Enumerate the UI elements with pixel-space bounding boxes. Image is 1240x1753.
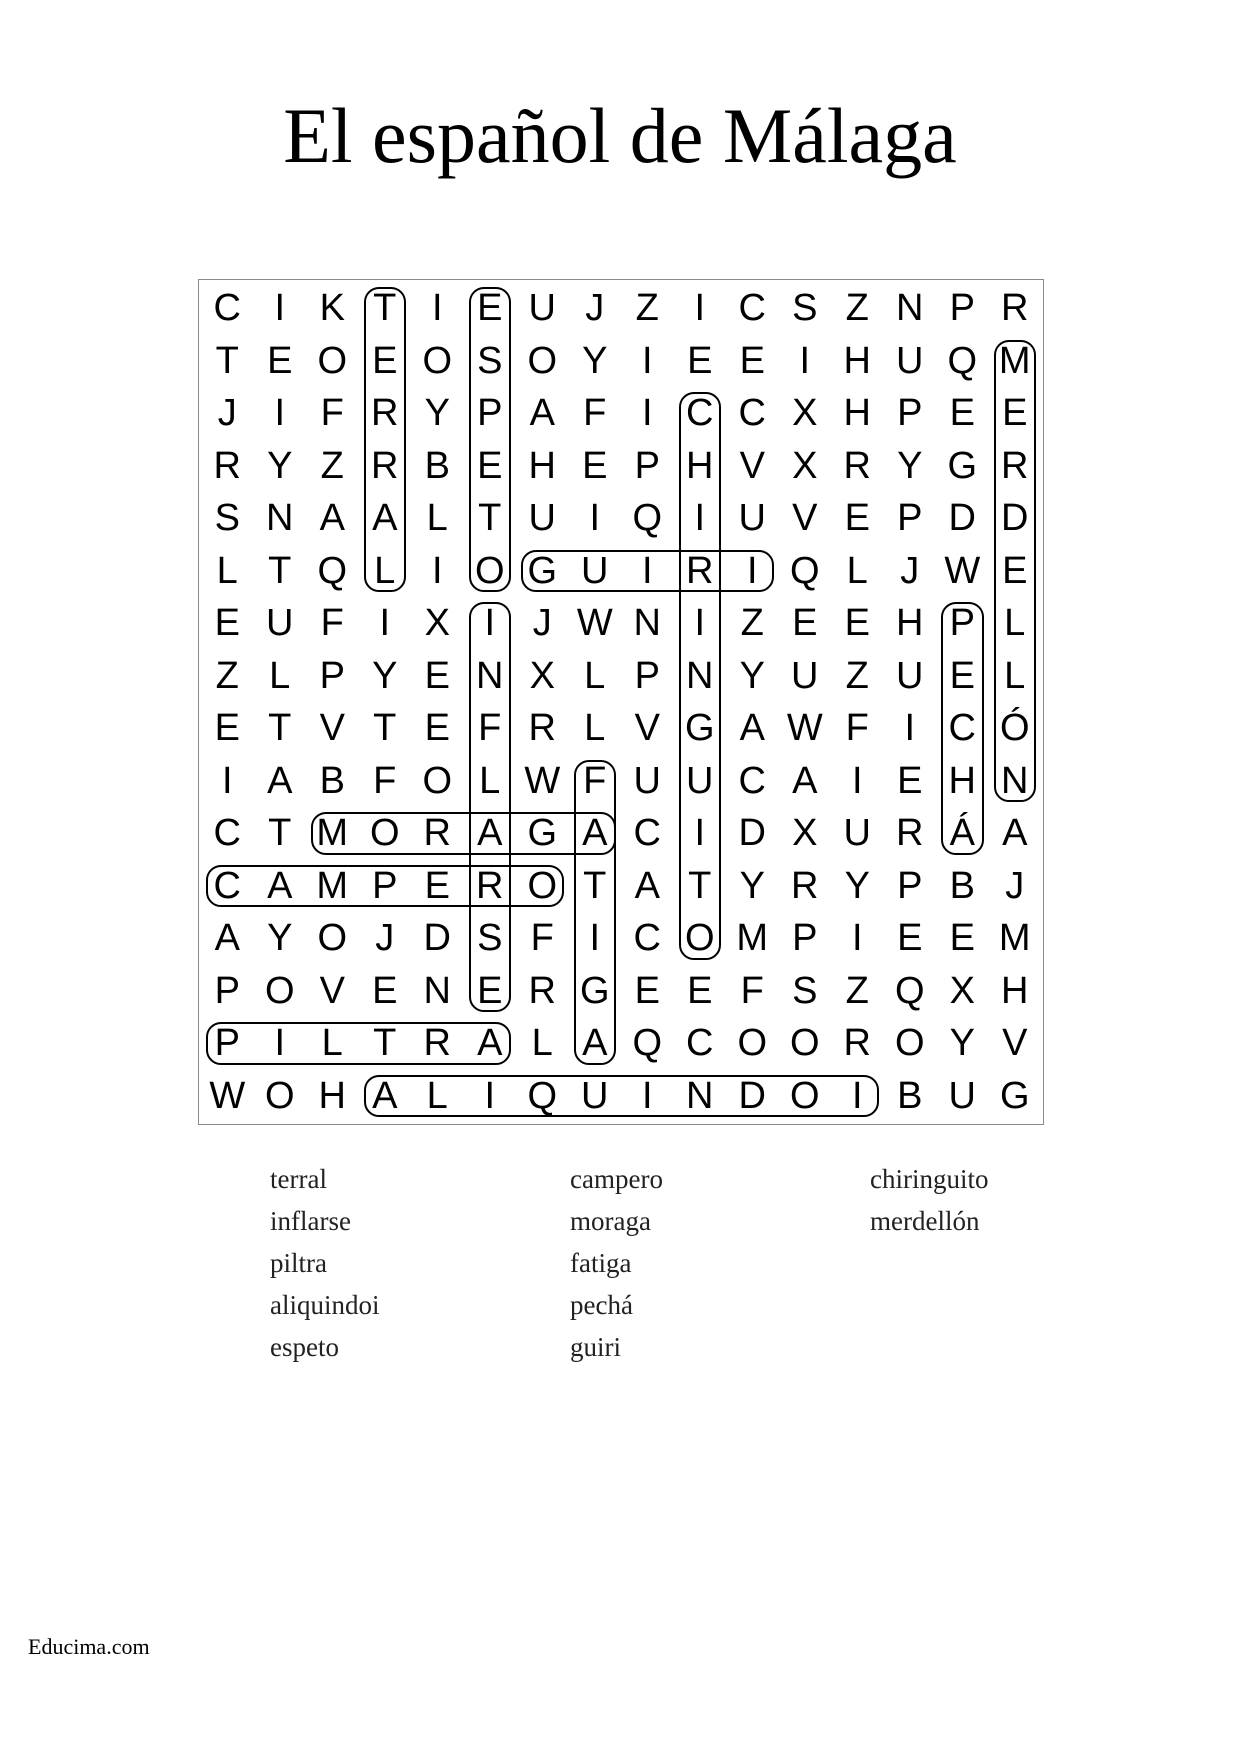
grid-cell: P [897, 392, 923, 434]
grid-cell: C [213, 864, 241, 907]
grid-cell: Y [844, 864, 870, 907]
grid-cell: R [843, 1022, 871, 1064]
grid-cell: U [896, 339, 924, 382]
grid-cell: I [641, 339, 653, 382]
grid-cell: E [949, 654, 975, 697]
grid-cell: J [375, 917, 395, 959]
grid-cell: E [424, 654, 450, 697]
word-list-item: pechá [570, 1290, 633, 1320]
grid-cell: O [894, 1022, 925, 1064]
grid-cell: D [738, 812, 766, 854]
grid-cell: S [792, 969, 818, 1012]
grid-cell: P [949, 287, 975, 329]
grid-cell: S [792, 287, 818, 329]
grid-cell: D [738, 1074, 766, 1117]
grid-cell: G [527, 549, 558, 592]
grid-cell: X [792, 444, 818, 487]
grid-cell: V [634, 707, 660, 749]
grid-cell: D [948, 497, 976, 539]
grid-cell: Q [789, 549, 820, 592]
grid-cell: N [686, 1074, 714, 1117]
grid-cell: H [948, 759, 976, 802]
grid-cell: D [1001, 497, 1029, 539]
grid-cell: U [528, 287, 556, 329]
grid-cell: A [582, 812, 608, 854]
grid-cell: I [694, 497, 706, 539]
grid-cell: I [851, 917, 863, 959]
grid-cell: Á [949, 812, 975, 854]
grid-cell: R [843, 444, 871, 487]
grid-cell: I [484, 1074, 496, 1117]
grid-cell: E [792, 602, 818, 644]
grid-cell: E [844, 602, 870, 644]
grid-cell: R [423, 1022, 451, 1064]
grid-cell: I [431, 549, 443, 592]
grid-cell: Y [739, 864, 765, 907]
grid-cell: M [998, 339, 1031, 382]
grid-cell: Q [894, 969, 925, 1012]
grid-cell: U [738, 497, 766, 539]
word-list-item: fatiga [570, 1248, 632, 1278]
grid-cell: T [373, 1022, 397, 1064]
grid-cell: D [423, 917, 451, 959]
grid-cell: U [843, 812, 871, 854]
grid-cell: J [217, 392, 237, 434]
grid-cell: N [633, 602, 661, 644]
word-list-item: inflarse [270, 1206, 351, 1236]
grid-cell: L [846, 549, 868, 592]
grid-cell: E [582, 444, 608, 487]
grid-cell: J [900, 549, 920, 592]
grid-cell: A [267, 864, 293, 907]
grid-cell: G [684, 707, 715, 749]
grid-cell: E [477, 969, 503, 1012]
grid-cell: P [634, 444, 660, 487]
grid-cell: O [422, 759, 453, 802]
grid-cell: T [215, 339, 239, 382]
grid-cell: R [423, 812, 451, 854]
grid-cell: I [431, 287, 443, 329]
grid-cell: G [579, 969, 610, 1012]
grid-cell: H [843, 392, 871, 434]
grid-cell: B [319, 759, 345, 802]
grid-cell: A [529, 392, 555, 434]
grid-cell: O [474, 549, 505, 592]
grid-cell: C [738, 287, 766, 329]
grid-cell: S [214, 497, 240, 539]
grid-cell: T [688, 864, 712, 907]
grid-cell: P [477, 392, 503, 434]
grid-cell: T [583, 864, 607, 907]
grid-cell: A [372, 1074, 398, 1117]
grid-cell: O [422, 339, 453, 382]
grid-cell: M [998, 917, 1031, 959]
grid-cell: L [374, 549, 396, 592]
grid-cell: Z [320, 444, 344, 487]
grid-cell: P [897, 497, 923, 539]
grid-cell: N [896, 287, 924, 329]
grid-cell: A [792, 759, 818, 802]
grid-cell: I [746, 549, 758, 592]
grid-cell: A [739, 707, 765, 749]
grid-cell: P [214, 1022, 240, 1064]
grid-cell: X [792, 812, 818, 854]
grid-cell: P [372, 864, 398, 907]
grid-cell: E [739, 339, 765, 382]
grid-cell: Y [949, 1022, 975, 1064]
grid-cell: G [947, 444, 978, 487]
grid-cell: L [426, 497, 448, 539]
grid-cell: Y [582, 339, 608, 382]
grid-cell: F [530, 917, 554, 959]
grid-cell: R [528, 969, 556, 1012]
grid-cell: L [584, 707, 606, 749]
grid-cell: R [476, 864, 504, 907]
grid-cell: H [1001, 969, 1029, 1012]
grid-cell: E [214, 707, 240, 749]
grid-cell: I [641, 549, 653, 592]
word-list-item: terral [270, 1164, 327, 1194]
grid-cell: V [792, 497, 818, 539]
grid-cell: T [373, 707, 397, 749]
grid-cell: I [904, 707, 916, 749]
grid-cell: E [267, 339, 293, 382]
grid-cell: Z [740, 602, 764, 644]
grid-cell: E [1002, 392, 1028, 434]
grid-cell: L [531, 1022, 553, 1064]
grid-cell: U [581, 549, 609, 592]
word-search-grid [198, 279, 1044, 1125]
grid-cell: V [319, 707, 345, 749]
grid-cell: H [318, 1074, 346, 1117]
grid-cell: U [686, 759, 714, 802]
grid-cell: Q [947, 339, 978, 382]
grid-cell: E [477, 444, 503, 487]
grid-cell: X [424, 602, 450, 644]
grid-cell: B [949, 864, 975, 907]
grid-cell: P [792, 917, 818, 959]
grid-cell: M [736, 917, 769, 959]
grid-cell: S [477, 917, 503, 959]
footer-credit: Educima.com [28, 1634, 150, 1659]
grid-cell: N [686, 654, 714, 697]
grid-cell: W [786, 707, 823, 749]
grid-cell: R [686, 549, 714, 592]
grid-cell: A [372, 497, 398, 539]
grid-cell: R [371, 444, 399, 487]
grid-cell: Y [424, 392, 450, 434]
grid-cell: I [641, 392, 653, 434]
grid-cell: Y [897, 444, 923, 487]
grid-cell: P [214, 969, 240, 1012]
grid-cell: C [213, 287, 241, 329]
grid-cell: U [948, 1074, 976, 1117]
grid-cell: T [478, 497, 502, 539]
grid-cell: C [686, 392, 714, 434]
word-list-item: chiringuito [870, 1164, 989, 1194]
grid-cell: I [694, 287, 706, 329]
page-title: El español de Málaga [283, 92, 957, 179]
grid-cell: O [317, 339, 348, 382]
grid-cell: O [737, 1022, 768, 1064]
grid-cell: Q [632, 497, 663, 539]
grid-cell: Q [527, 1074, 558, 1117]
grid-cell: W [209, 1074, 246, 1117]
grid-cell: I [694, 812, 706, 854]
grid-cell: A [582, 1022, 608, 1064]
grid-cell: P [949, 602, 975, 644]
grid-cell: F [583, 392, 607, 434]
grid-cell: I [589, 497, 601, 539]
grid-cell: N [423, 969, 451, 1012]
grid-cell: E [372, 339, 398, 382]
grid-cell: R [1001, 444, 1029, 487]
grid-cell: E [687, 339, 713, 382]
grid-cell: P [897, 864, 923, 907]
grid-cell: U [896, 654, 924, 697]
grid-cell: I [484, 602, 496, 644]
grid-cell: Q [317, 549, 348, 592]
grid-cell: I [274, 392, 286, 434]
grid-cell: N [476, 654, 504, 697]
grid-cell: R [896, 812, 924, 854]
grid-cell: J [1005, 864, 1025, 907]
grid-cell: K [319, 287, 345, 329]
grid-cell: L [321, 1022, 343, 1064]
grid-cell: A [477, 1022, 503, 1064]
grid-cell: T [268, 707, 292, 749]
grid-cell: E [897, 759, 923, 802]
grid-cell: B [424, 444, 450, 487]
grid-cell: E [424, 864, 450, 907]
grid-cell: O [527, 339, 558, 382]
grid-cell: L [216, 549, 238, 592]
grid-cell: F [583, 759, 607, 802]
grid-cell: U [633, 759, 661, 802]
grid-cell: Z [845, 969, 869, 1012]
grid-cell: L [584, 654, 606, 697]
grid-cell: F [373, 759, 397, 802]
grid-cell: A [634, 864, 660, 907]
grid-cell: O [264, 969, 295, 1012]
grid-cell: E [844, 497, 870, 539]
grid-cell: G [999, 1074, 1030, 1117]
grid-cell: L [1004, 654, 1026, 697]
grid-cell: C [948, 707, 976, 749]
grid-cell: O [317, 917, 348, 959]
grid-cell: O [684, 917, 715, 959]
word-list-item: campero [570, 1164, 663, 1194]
word-list-item: espeto [270, 1332, 339, 1362]
grid-cell: I [851, 759, 863, 802]
grid-cell: U [528, 497, 556, 539]
grid-cell: L [479, 759, 501, 802]
grid-cell: E [1002, 549, 1028, 592]
grid-cell: L [269, 654, 291, 697]
grid-cell: F [478, 707, 502, 749]
word-list-item: guiri [570, 1332, 621, 1362]
grid-cell: W [576, 602, 613, 644]
grid-cell: M [316, 864, 349, 907]
grid-cell: P [634, 654, 660, 697]
grid-cell: O [369, 812, 400, 854]
grid-cell: H [686, 444, 714, 487]
grid-cell: C [213, 812, 241, 854]
grid-cell: Ó [999, 707, 1030, 749]
grid-cell: R [371, 392, 399, 434]
grid-cell: N [1001, 759, 1029, 802]
grid-cell: J [532, 602, 552, 644]
grid-cell: X [792, 392, 818, 434]
grid-cell: U [791, 654, 819, 697]
grid-cell: H [528, 444, 556, 487]
grid-cell: V [319, 969, 345, 1012]
grid-cell: I [641, 1074, 653, 1117]
grid-cell: R [213, 444, 241, 487]
grid-cell: Z [215, 654, 239, 697]
grid-cell: C [633, 917, 661, 959]
grid-cell: Y [267, 917, 293, 959]
grid-cell: V [739, 444, 765, 487]
grid-cell: R [791, 864, 819, 907]
grid-cell: R [1001, 287, 1029, 329]
grid-cell: I [221, 759, 233, 802]
grid-cell: T [268, 549, 292, 592]
grid-cell: Y [739, 654, 765, 697]
grid-cell: A [319, 497, 345, 539]
grid-cell: I [589, 917, 601, 959]
grid-cell: E [949, 392, 975, 434]
grid-cell: I [379, 602, 391, 644]
grid-cell: O [527, 864, 558, 907]
grid-cell: C [686, 1022, 714, 1064]
grid-cell: E [424, 707, 450, 749]
grid-cell: P [319, 654, 345, 697]
grid-cell: H [843, 339, 871, 382]
grid-cell: Z [635, 287, 659, 329]
grid-cell: Q [632, 1022, 663, 1064]
word-list-item: aliquindoi [270, 1290, 380, 1320]
grid-cell: F [740, 969, 764, 1012]
grid-cell: C [738, 392, 766, 434]
word-list [270, 1158, 1070, 1378]
grid-cell: E [372, 969, 398, 1012]
grid-cell: F [320, 602, 344, 644]
grid-cell: G [527, 812, 558, 854]
grid-cell: W [524, 759, 561, 802]
grid-cell: A [267, 759, 293, 802]
grid-cell: X [949, 969, 975, 1012]
grid-cell: T [268, 812, 292, 854]
grid-cell: E [897, 917, 923, 959]
grid-cell: A [1002, 812, 1028, 854]
grid-cell: I [694, 602, 706, 644]
grid-cell: U [581, 1074, 609, 1117]
word-list-item: moraga [570, 1206, 651, 1236]
grid-cell: L [1004, 602, 1026, 644]
grid-cell: O [264, 1074, 295, 1117]
grid-cell: O [789, 1022, 820, 1064]
grid-cell: A [477, 812, 503, 854]
grid-cell: W [944, 549, 981, 592]
grid-cell: C [633, 812, 661, 854]
grid-cell: R [528, 707, 556, 749]
grid-cell: E [949, 917, 975, 959]
grid-cell: I [799, 339, 811, 382]
grid-cell: C [738, 759, 766, 802]
grid-cell: I [274, 1022, 286, 1064]
grid-cell: E [687, 969, 713, 1012]
grid-cell: X [529, 654, 555, 697]
grid-cell: Y [267, 444, 293, 487]
grid-cell: U [266, 602, 294, 644]
grid-cell: F [320, 392, 344, 434]
grid-cell: L [426, 1074, 448, 1117]
grid-cell: H [896, 602, 924, 644]
grid-cell: Z [845, 654, 869, 697]
grid-cell: J [585, 287, 605, 329]
grid-cell: M [316, 812, 349, 854]
grid-cell: Y [372, 654, 398, 697]
grid-cell: A [214, 917, 240, 959]
grid-cell: I [274, 287, 286, 329]
grid-cell: E [634, 969, 660, 1012]
grid-cell: T [373, 287, 397, 329]
grid-cell: E [214, 602, 240, 644]
grid-cell: V [1002, 1022, 1028, 1064]
grid-cell: Z [845, 287, 869, 329]
grid-cell: O [789, 1074, 820, 1117]
word-list-item: merdellón [870, 1206, 980, 1236]
grid-cell: F [845, 707, 869, 749]
grid-cell: S [477, 339, 503, 382]
grid-cell: B [897, 1074, 923, 1117]
grid-cell: E [477, 287, 503, 329]
grid-cell: N [266, 497, 294, 539]
word-list-item: piltra [270, 1248, 327, 1278]
grid-cell: I [851, 1074, 863, 1117]
